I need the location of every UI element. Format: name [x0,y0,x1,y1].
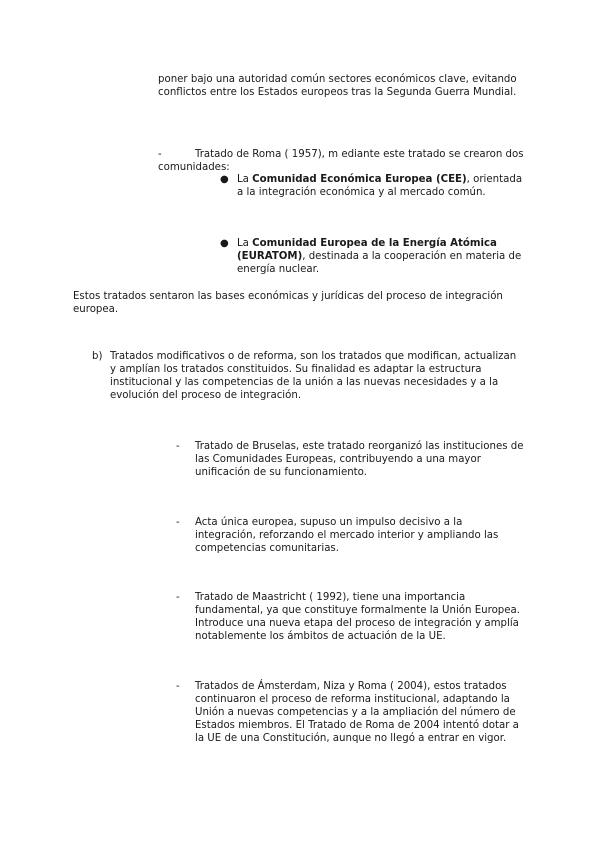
bullet-text-euratom [237,237,525,276]
dash-marker: - [176,517,180,528]
roma-dash-marker: - [158,149,162,160]
bullet-bold-euratom: Comunidad Europea de la Energía Atómica (EURATOM) [237,238,497,262]
treaty-item-amsterdam-niza-roma [176,680,526,745]
intro-paragraph: poner bajo una autoridad común sectores económicos clave, evitando conflictos entre los Estados europeos tras la Segunda Guerra Mundial. [158,74,517,98]
list-label-b: b) [92,351,103,362]
treaty-item-bruselas [176,440,526,479]
dash-marker: - [176,441,180,452]
bullet-marker: ● [220,174,229,185]
treaty-text-bruselas: Tratado de Bruselas, este tratado reorganizó las instituciones de las Comunidades Europeas, contribuyendo a una mayor unificación de su funcionamiento. [195,441,524,478]
roma-treaty-paragraph: Tratado de Roma ( 1957), m ediante este tratado se crearon dos comunidades: [158,149,524,173]
bullet-prefix: La [237,174,253,185]
bullet-bold-cee: Comunidad Económica Europea (CEE) [252,174,467,185]
treaty-text-maastricht: Tratado de Maastricht ( 1992), tiene una importancia fundamental, ya que constituye formalmente la Unión Europea. Introduce una nueva etapa del proceso de integración y amplía notablemente los ámbitos de actuación de la UE. [195,592,521,642]
dash-marker: - [176,681,180,692]
treaty-text-acta-unica: Acta única europea, supuso un impulso decisivo a la integración, reforzando el mercado interior y ampliando las competencias comunitarias. [195,517,499,554]
bullet-rest-euratom: , destinada a la cooperación en materia de energía nuclear. [237,251,522,275]
bullet-item-cee [220,173,525,199]
bullet-text-cee [237,173,525,199]
treaty-item-maastricht [176,591,526,643]
dash-marker: - [176,592,180,603]
summary-paragraph: Estos tratados sentaron las bases económicas y jurídicas del proceso de integración europea. [73,291,503,315]
reform-treaties-paragraph: Tratados modificativos o de reforma, son los tratados que modifican, actualizan y amplían los tratados constituidos. Su finalidad es adaptar la estructura institucional y las competencias de la unión a las nuevas necesidades y a la evolución del proceso de integración. [110,351,517,401]
bullet-prefix: La [237,238,253,249]
treaty-text-amsterdam-niza-roma: Tratados de Ámsterdam, Niza y Roma ( 2004), estos tratados continuaron el proceso de reforma institucional, adaptando la Unión a nuevas competencias y a la ampliación del número de Estados miembros. El Tratado de Roma de 2004 intentó dotar a la UE de una Constitución, aunque no llegó a entrar en vigor. [195,681,519,744]
bullet-marker: ● [220,238,229,249]
treaty-item-acta-unica [176,516,526,555]
bullet-item-euratom [220,237,525,276]
bullet-rest-cee: , orientada a la integración económica y al mercado común. [237,174,523,198]
